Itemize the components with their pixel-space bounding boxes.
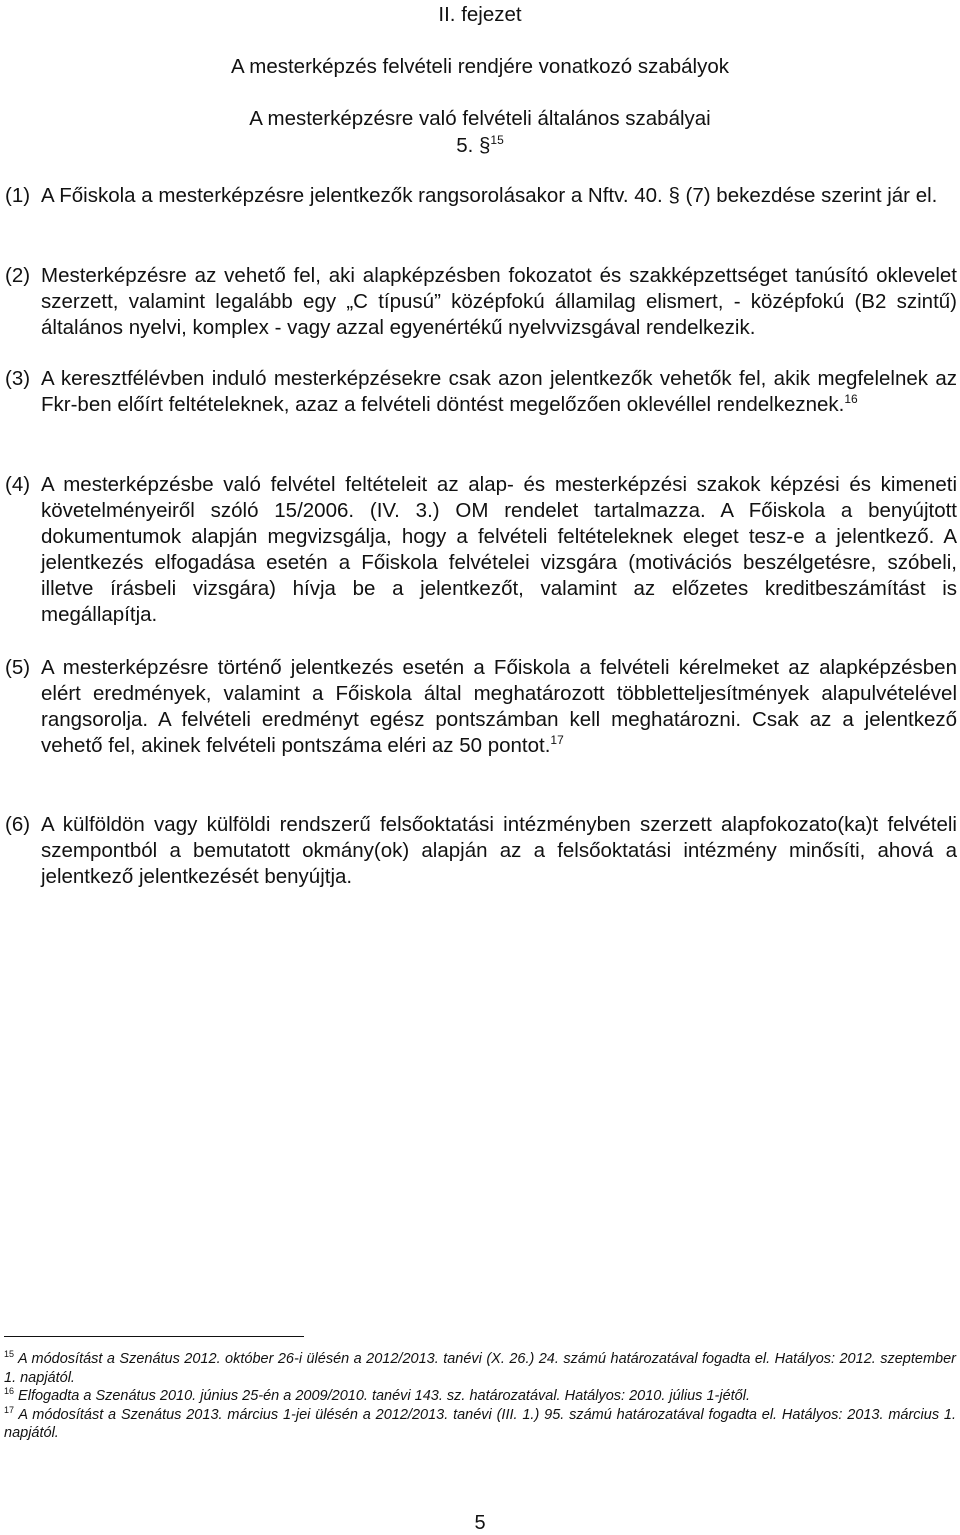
footnote-ref-17[interactable]: 17 <box>550 733 564 748</box>
footnote-16 <box>4 1387 956 1406</box>
paragraph-5 <box>5 655 957 759</box>
paragraph-text: Mesterképzésre az vehető fel, aki alapképzésben fokozatot és szakképzettséget tanúsító oklevelet szerzett, valamint legalább egy „C típusú” középfokú államilag elismert, - középfokú (B2 szintű) általános nyelvi, komplex - vagy azzal egyenértékű nyelvvizsgával rendelkezik. <box>41 264 957 339</box>
paragraph-text: A mesterképzésbe való felvétel feltételeit az alap- és mesterképzési szakok képzési és kimeneti követelményeiről szóló 15/2006. (IV. 3.) OM rendelet tartalmazza. A Főiskola a benyújtott dokumentumok alapján megvizsgálja, hogy a felvételi feltételeknek eleget tesz-e a jelentkező. A jelentkezés elfogadása esetén a Főiskola felvételei vizsgára (motivációs beszélgetésre, szóbeli, illetve írásbeli vizsgára) hívja be a jelentkezőt, valamint az előzetes kreditbeszámítást is megállapítja. <box>41 473 957 626</box>
paragraph-number: (2) <box>5 264 31 287</box>
paragraph-text: A mesterképzésre történő jelentkezés esetén a Főiskola a felvételi kérelmeket az alapképzésben elért eredmények, valamint a Főiskola által meghatározott többletteljesítmények alapulvételével rangsorolja. A felvételi eredményt egész pontszámban kell meghatározni. Csak az a jelentkező vehető fel, akinek felvételi pontszáma eléri az 50 pontot. <box>41 656 957 757</box>
section-label: 5. § <box>456 134 491 157</box>
section-number <box>0 134 960 158</box>
page-number: 5 <box>474 1512 486 1534</box>
footnote-text: Elfogadta a Szenátus 2010. június 25-én a 2009/2010. tanévi 143. sz. határozatával. Hatályos: 2010. július 1-jétől. <box>18 1388 750 1404</box>
footnote-ref-16[interactable]: 16 <box>844 392 858 407</box>
footnote-15 <box>4 1350 956 1387</box>
paragraph-1 <box>5 183 957 209</box>
paragraph-4 <box>5 472 957 628</box>
footnote-text: A módosítást a Szenátus 2013. március 1-jei ülésén a 2012/2013. tanévi (III. 1.) 95. számú határozatával fogadta el. Hatályos: 2013. március 1. napjától. <box>4 1406 957 1441</box>
paragraph-number: (5) <box>5 656 31 679</box>
paragraph-3 <box>5 366 957 418</box>
paragraph-number: (6) <box>5 813 31 836</box>
heading-general-rules: A mesterképzésre való felvételi általános szabályai <box>249 107 711 130</box>
paragraph-number: (4) <box>5 473 31 496</box>
footnote-text: A módosítást a Szenátus 2012. október 26-i ülésén a 2012/2013. tanévi (X. 26.) 24. számú határozatával fogadta el. Hatályos: 2012. szeptember 1. napjától. <box>4 1351 956 1386</box>
heading-rules: A mesterképzés felvételi rendjére vonatkozó szabályok <box>231 55 729 78</box>
paragraph-2 <box>5 263 957 341</box>
footnote-ref-15[interactable]: 15 <box>490 133 504 148</box>
paragraph-text: A Főiskola a mesterképzésre jelentkezők rangsorolásakor a Nftv. 40. § (7) bekezdése szerint jár el. <box>41 184 938 207</box>
footnotes <box>4 1350 956 1443</box>
chapter-title: II. fejezet <box>438 3 522 26</box>
paragraph-6 <box>5 812 957 890</box>
footnote-marker: 16 <box>4 1386 15 1397</box>
paragraph-number: (1) <box>5 184 31 207</box>
footnote-17 <box>4 1406 956 1443</box>
paragraph-text: A keresztfélévben induló mesterképzésekre csak azon jelentkezők vehetők fel, akik megfelelnek az Fkr-ben előírt feltételeknek, azaz a felvételi döntést megelőzően oklevéllel rendelkeznek. <box>41 367 957 416</box>
footnote-separator <box>4 1336 304 1337</box>
paragraph-number: (3) <box>5 367 31 390</box>
footnote-marker: 17 <box>4 1404 15 1415</box>
footnote-marker: 15 <box>4 1349 15 1360</box>
paragraph-text: A külföldön vagy külföldi rendszerű felsőoktatási intézményben szerzett alapfokozato(ka)t felvételi szempontból a bemutatott okmány(ok) alapján az a felsőoktatási intézmény minősíti, ahová a jelentkező jelentkezését benyújtja. <box>41 813 957 888</box>
